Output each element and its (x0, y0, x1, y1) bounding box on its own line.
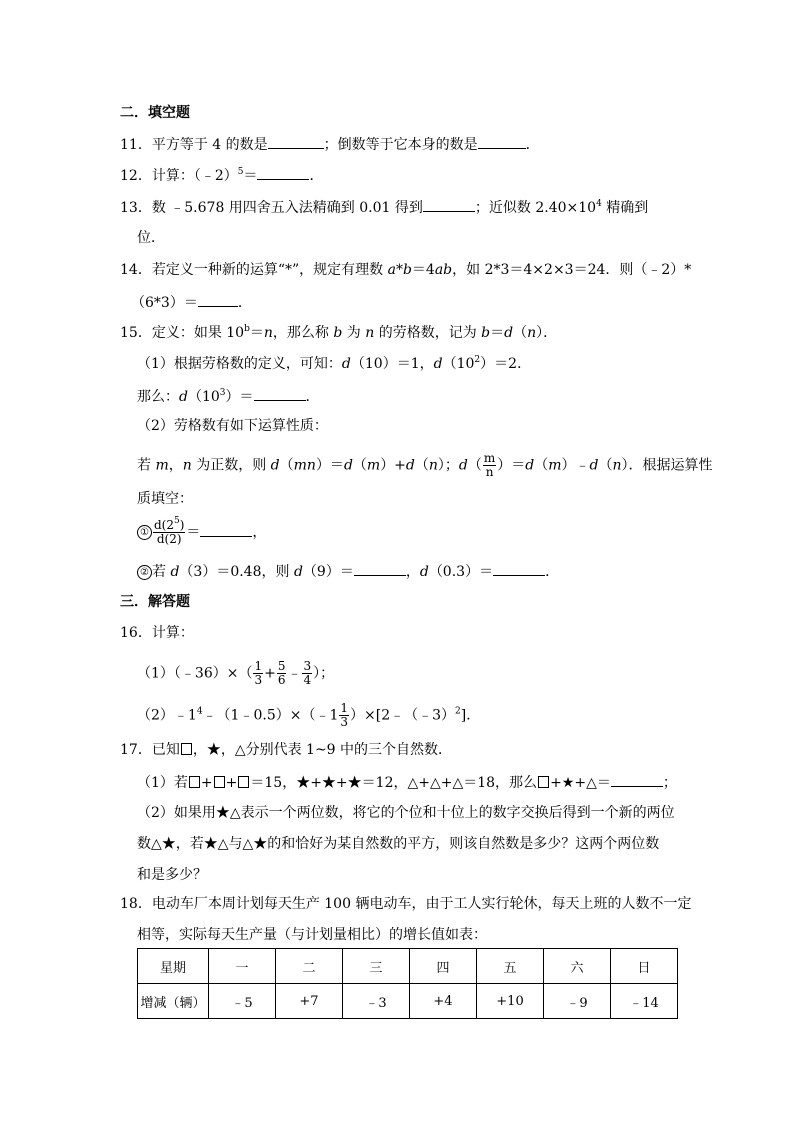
question-text: ＝15，★+★+★＝12，△+△+△＝18，那么 (250, 775, 538, 791)
question-text: ，★，△分别代表 1~9 中的三个自然数． (192, 742, 453, 758)
punctuation: ； (662, 775, 677, 791)
exponent: 5 (174, 516, 180, 526)
square-symbol (189, 776, 200, 788)
math-variable: b (481, 325, 491, 341)
fraction-numerator: 3 (303, 659, 312, 673)
question-18 (120, 895, 691, 913)
question-16-part-1 (137, 660, 334, 687)
question-text: （1）（﹣36）×（ (137, 665, 253, 682)
question-text: ）． (536, 325, 558, 341)
table-cell: ﹣9 (544, 984, 611, 1019)
question-text: 计算：（﹣2） (151, 168, 238, 184)
math-variable: d (419, 564, 429, 580)
table-header-cell: 四 (410, 949, 477, 984)
question-text: ）﹣ (561, 457, 590, 474)
question-text: （0.3）＝ (428, 564, 494, 580)
question-text: 那么： (137, 389, 179, 405)
question-text: （10 (187, 389, 220, 405)
question-15-property-continuation: 质填空： (137, 491, 193, 507)
question-15-fill-2 (137, 561, 559, 581)
question-17 (120, 741, 452, 759)
math-variable: n (527, 325, 537, 341)
answer-blank[interactable] (257, 165, 309, 180)
question-number: 12． (120, 168, 152, 184)
question-text: （6*3）＝ (131, 295, 198, 311)
question-number: 17． (120, 742, 152, 758)
question-16 (120, 624, 194, 642)
answer-blank[interactable] (268, 134, 324, 149)
question-14 (120, 261, 691, 279)
question-text: ＝4 (411, 262, 435, 278)
question-text: 为 (342, 325, 366, 341)
question-text: ＝ (249, 325, 264, 341)
equals: ＝ (186, 524, 201, 541)
table-header-cell: 二 (276, 949, 343, 984)
math-variable: d (504, 325, 514, 341)
question-text: 已知 (151, 742, 180, 758)
math-variable: d (343, 457, 353, 474)
fraction-denominator: 3 (340, 715, 349, 729)
question-text: （ (598, 457, 613, 474)
math-variable: ab (434, 262, 453, 278)
question-text: （10 (442, 356, 475, 372)
table-cell: +10 (477, 984, 544, 1019)
math-variable: a*b (387, 262, 412, 278)
question-12 (120, 165, 323, 185)
exponent: 5 (237, 167, 244, 177)
math-variable: d (170, 564, 180, 580)
question-text: （1）若 (137, 775, 188, 791)
question-text: （ (352, 457, 367, 474)
question-number: 11． (120, 137, 152, 153)
question-text: （ (467, 457, 482, 474)
question-17-part-2-line-1: （2）如果用★△表示一个两位数，将它的个位和十位上的数字交换后得到一个新的两位 (137, 805, 675, 821)
exponent: 4 (596, 199, 602, 209)
equals: ＝ (243, 168, 258, 184)
table-header-cell: 五 (477, 949, 544, 984)
question-text: ）+ (380, 457, 406, 474)
table-row (138, 984, 678, 1019)
fraction-denominator: 6 (277, 673, 286, 687)
operator: ﹣ (287, 665, 302, 682)
fraction-numerator (153, 516, 185, 533)
math-variable: m (366, 457, 381, 474)
fraction-numerator: 1 (340, 701, 349, 715)
fraction-d-ratio (153, 516, 185, 546)
question-15-part-1 (137, 355, 531, 373)
question-text: 若 (152, 564, 171, 580)
question-text: （ (279, 457, 294, 474)
question-text: 数 ﹣5.678 用四舍五入法精确到 0.01 得到 (151, 200, 423, 216)
question-11 (120, 134, 540, 154)
question-number: 15． (120, 325, 152, 341)
exponent: 2 (474, 355, 481, 365)
question-18-continuation: 相等，实际每天生产量（与计划量相比）的增长值如表： (137, 927, 487, 943)
answer-blank[interactable] (254, 386, 306, 401)
math-variable: n (428, 457, 438, 474)
math-variable: d (270, 457, 280, 474)
question-text: ﹣（1﹣0.5）×（﹣1 (202, 707, 339, 724)
square-symbol (538, 776, 549, 788)
exponent: 4 (196, 706, 203, 717)
question-text: ]． (460, 707, 481, 724)
question-text: ）＝ (497, 457, 526, 474)
exponent: 2 (455, 706, 461, 717)
question-13-continuation: 位． (137, 230, 165, 246)
table-cell: +7 (276, 984, 343, 1019)
operator: + (264, 665, 276, 682)
math-variable: n (612, 457, 622, 474)
fraction-denominator: 3 (254, 673, 263, 687)
question-text: 定义：如果 10 (151, 325, 245, 341)
fraction-denominator: 4 (303, 673, 312, 687)
question-text: ）； (437, 457, 459, 474)
math-variable: d (589, 457, 599, 474)
punctuation: ． (237, 295, 252, 311)
question-text: ，如 2*3＝4×2×3＝24．则（﹣2）* (452, 262, 692, 278)
question-text: ）＝ (315, 457, 344, 474)
table-header-cell: 六 (544, 949, 611, 984)
question-text: ；倒数等于它本身的数是 (323, 137, 478, 153)
question-number: 16． (120, 625, 152, 641)
square-symbol (238, 776, 249, 788)
math-variable: d (179, 389, 188, 405)
square-symbol (214, 776, 225, 788)
table-header-cell: 三 (343, 949, 410, 984)
question-text: +★+△＝ (550, 775, 611, 791)
question-text: ， (405, 564, 420, 580)
question-text: ）＝ (225, 389, 254, 405)
question-15 (120, 324, 557, 342)
exponent: 3 (219, 388, 226, 398)
math-variable: n (182, 457, 192, 474)
answer-blank[interactable] (354, 561, 406, 576)
question-number: 14． (120, 262, 152, 278)
fraction-numerator: 5 (277, 659, 286, 673)
question-number: 18． (120, 896, 152, 912)
table-cell: 增减（辆） (138, 984, 209, 1019)
question-text: ， (168, 457, 183, 474)
question-text: ）＝2． (480, 356, 532, 372)
question-text: ；近似数 2.40×10 (474, 200, 597, 216)
math-variable: d (525, 457, 535, 474)
table-header-cell: 日 (611, 949, 678, 984)
question-text: 若 (137, 457, 156, 474)
fraction-one-third (253, 660, 263, 687)
question-number: 13． (120, 200, 152, 216)
question-15-property (137, 452, 713, 479)
question-13 (120, 197, 648, 217)
section-title-fill-in: 二．填空题 (120, 105, 190, 121)
fraction-denominator: d(2) (156, 532, 182, 546)
question-17-part-2-line-3: 和是多少？ (137, 867, 207, 883)
fraction-one-third (339, 702, 349, 729)
table-cell: ﹣14 (611, 984, 678, 1019)
fraction-m-over-n (483, 452, 496, 479)
table-cell: ﹣3 (343, 984, 410, 1019)
punctuation: ． (525, 137, 540, 153)
question-text: （3）＝0.48，则 (179, 564, 294, 580)
question-text: （ (414, 457, 429, 474)
punctuation: ． (305, 389, 320, 405)
punctuation: ． (309, 168, 324, 184)
circled-number-2: ② (137, 565, 152, 580)
answer-blank[interactable] (423, 197, 475, 212)
operator: + (200, 775, 213, 791)
circled-number-1: ① (137, 525, 152, 540)
question-text: ）．根据运算性 (621, 457, 713, 474)
question-text: ，那么称 (272, 325, 334, 341)
question-text: （2）﹣1 (137, 707, 197, 724)
section-title-solutions: 三．解答题 (120, 594, 190, 610)
question-text: 电动车厂本周计划每天生产 100 辆电动车，由于工人实行轮休，每天上班的人数不一定 (151, 896, 692, 912)
exponent: b (244, 324, 250, 334)
answer-blank[interactable] (198, 292, 238, 307)
math-variable: d (458, 457, 468, 474)
question-16-part-2 (137, 702, 480, 729)
fraction-five-sixths (277, 660, 287, 687)
math-variable: n (263, 325, 273, 341)
operator: + (225, 775, 238, 791)
punctuation: ， (252, 524, 267, 541)
fraction-denominator: n (485, 465, 494, 479)
question-text: （1）根据劳格数的定义，可知： (137, 356, 342, 372)
answer-blank[interactable] (200, 522, 252, 537)
math-variable: n (365, 325, 375, 341)
question-text: 计算： (151, 625, 194, 641)
math-variable: m (155, 457, 169, 474)
question-text: 精确到 (601, 200, 649, 216)
punctuation: ． (545, 564, 560, 580)
answer-blank[interactable] (611, 772, 663, 787)
question-text: （10）＝1， (350, 356, 434, 372)
question-15-part-1-ask (137, 386, 320, 406)
square-symbol (181, 743, 192, 755)
question-17-part-1 (137, 772, 677, 792)
fraction-numerator: m (483, 451, 496, 465)
question-text: （9）＝ (302, 564, 354, 580)
numerator-text: d(2 (154, 518, 174, 532)
fraction-three-quarters (302, 660, 312, 687)
question-text: ＝ (490, 325, 505, 341)
fraction-numerator: 1 (254, 659, 263, 673)
question-15-part-2: （2）劳格数有如下运算性质： (137, 418, 328, 434)
math-variable: d (341, 356, 351, 372)
question-14-continuation (131, 292, 252, 312)
math-variable: b (333, 325, 343, 341)
answer-blank[interactable] (493, 561, 545, 576)
table-header-cell: 星期 (138, 949, 209, 984)
question-17-part-2-line-2: 数△★，若★△与△★的和恰好为某自然数的平方，则该自然数是多少？这两个两位数 (137, 836, 660, 852)
question-text: 的劳格数，记为 (374, 325, 482, 341)
question-text: （ (513, 325, 528, 341)
question-15-fill-1 (137, 516, 267, 546)
math-variable: mn (293, 457, 316, 474)
table-cell: ﹣5 (209, 984, 276, 1019)
table-header-cell: 一 (209, 949, 276, 984)
question-text: （ (534, 457, 549, 474)
numerator-close: ) (179, 518, 185, 532)
production-table (137, 948, 678, 1019)
question-text: ）×[2﹣（﹣3） (350, 707, 456, 724)
math-variable: d (433, 356, 443, 372)
question-text: 为正数，则 (191, 457, 271, 474)
math-variable: d (293, 564, 303, 580)
math-variable: d (405, 457, 415, 474)
answer-blank[interactable] (478, 134, 526, 149)
question-text: ）； (313, 665, 335, 682)
question-text: 平方等于 4 的数是 (151, 137, 268, 153)
table-cell: +4 (410, 984, 477, 1019)
math-variable: m (548, 457, 562, 474)
table-header-row (138, 949, 678, 984)
question-text: 若定义一种新的运算“*”，规定有理数 (151, 262, 388, 278)
